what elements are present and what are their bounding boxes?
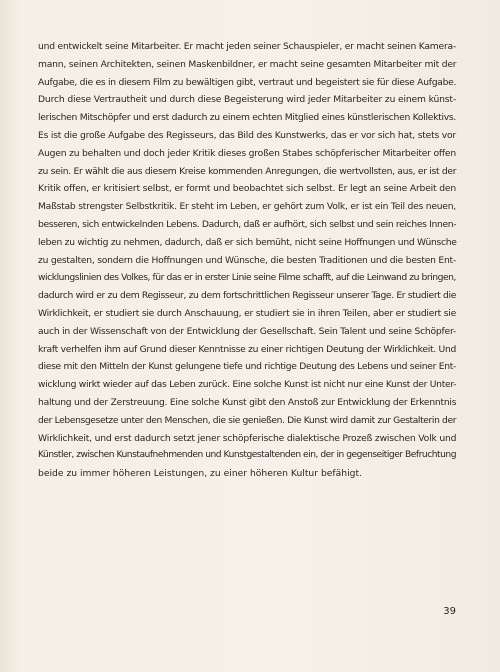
text-line: diese mit den Mitteln der Kunst gelungene tiefe und richtige Deutung des Lebens und seiner Ent- — [38, 361, 456, 373]
text-line: Wirklichkeit, und erst dadurch setzt jener schöpferische dialektische Prozeß zwischen Volk und — [38, 432, 457, 444]
text-line: lerischen Mitschöpfer und erst dadurch zu einem echten Mitglied eines künstlerischen Kollektivs. — [38, 112, 456, 124]
text-line: wicklung wirkt wieder auf das Leben zurück. Eine solche Kunst ist nicht nur eine Kunst der Unter- — [38, 379, 457, 391]
text-line: dadurch wird er zu dem Regisseur, zu dem fortschrittlichen Regisseur unserer Tage. Er studiert die — [38, 290, 456, 302]
text-line: wicklungslinien des Volkes, für das er in erster Linie seine Filme schafft, auf die Leinwand zu bringen, — [38, 272, 456, 284]
text-line: leben zu wichtig zu nehmen, dadurch, daß er sich bemüht, nicht seine Hoffnungen und Wünsche — [38, 236, 457, 248]
page-number: 39 — [443, 606, 456, 617]
text-line: kraft verhelfen ihm auf Grund dieser Kenntnisse zu einer richtigen Deutung der Wirklichkeit. Und — [38, 343, 457, 355]
text-line: Aufgabe, die es in diesem Film zu bewältigen gibt, vertraut und begeistert sie für diese Aufgabe. — [38, 76, 457, 88]
text-line: Durch diese Vertrautheit und durch diese Begeisterung wird jeder Mitarbeiter zu einem künst- — [38, 94, 457, 106]
text-line: auch in der Wissenschaft von der Entwicklung der Gesellschaft. Sein Talent und seine Schöpfer- — [38, 325, 456, 337]
text-line: besseren, sich entwickelnden Lebens. Dadurch, daß er aufhört, sich selbst und sein reiches Innen- — [38, 218, 457, 230]
body-text — [38, 38, 456, 483]
text-line: Kritik offen, er kritisiert selbst, er formt und beobachtet sich selbst. Er legt an seine Arbeit den — [38, 183, 456, 195]
text-line: Wirklichkeit, er studiert sie durch Anschauung, er studiert sie in ihren Teilen, aber er studiert sie — [38, 307, 456, 319]
text-line-last: beide zu immer höheren Leistungen, zu einer höheren Kultur befähigt. — [38, 468, 363, 480]
text-line: zu gestalten, sondern die Hoffnungen und Wünsche, die besten Traditionen und die besten Ent- — [38, 254, 456, 266]
text-line: zu sein. Er wählt die aus diesem Kreise kommenden Anregungen, die wertvollsten, aus, er ist der — [38, 165, 457, 177]
text-line: der Lebensgesetze unter den Menschen, die sie genießen. Die Kunst wird damit zur Gestalterin der — [38, 414, 457, 426]
text-line: Es ist die große Aufgabe des Regisseurs, das Bild des Kunstwerks, das er vor sich hat, stets vor — [38, 129, 456, 141]
text-line: mann, seinen Architekten, seinen Maskenbildner, er macht seine gesamten Mitarbeiter mit der — [38, 58, 457, 70]
text-line: Maßstab strengster Selbstkritik. Er steht im Leben, er gehört zum Volk, er ist ein Teil des neuen, — [38, 201, 456, 213]
text-line: Augen zu behalten und doch jeder Kritik dieses großen Stabes schöpferischer Mitarbeiter offen — [38, 147, 456, 159]
text-line: haltung und der Zerstreuung. Eine solche Kunst gibt den Anstoß zur Entwicklung der Erkenntnis — [38, 396, 457, 408]
text-line: und entwickelt seine Mitarbeiter. Er macht jeden seiner Schauspieler, er macht seinen Kamera- — [38, 41, 457, 52]
text-line: Künstler, zwischen Kunstaufnehmenden und Kunstgestaltenden ein, der in gegenseitiger Befruchtung — [38, 450, 456, 461]
